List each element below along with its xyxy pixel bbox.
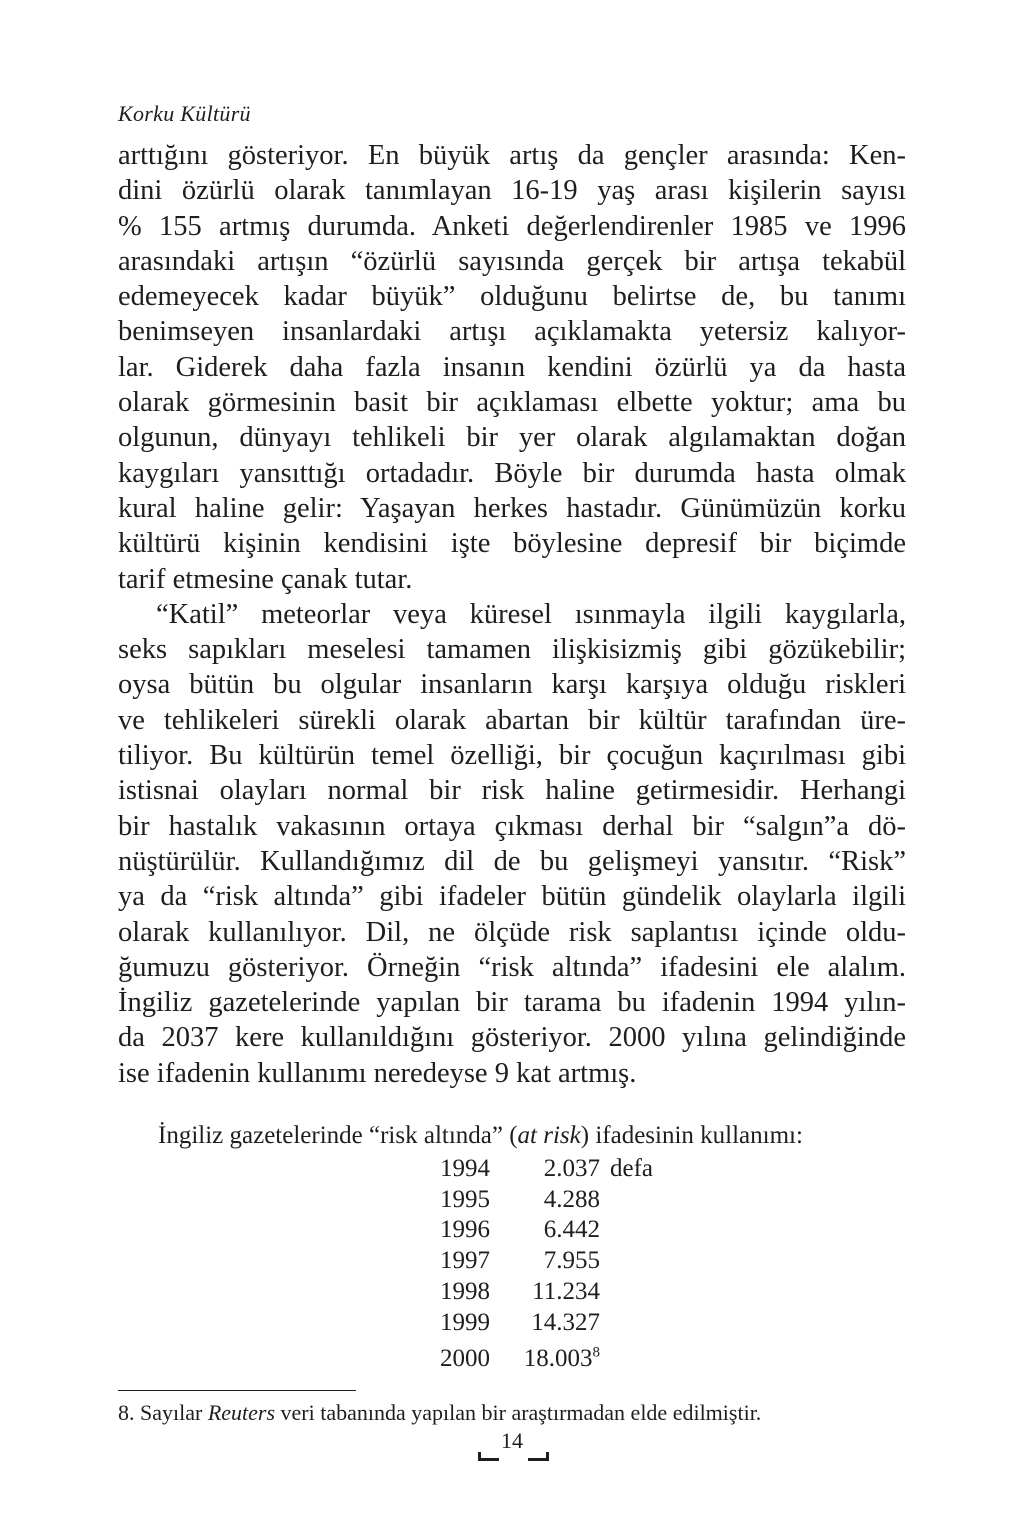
- table-row: [420, 1185, 653, 1216]
- unit-cell: [600, 1185, 653, 1216]
- footnote-text: 8. Sayılar: [118, 1400, 208, 1425]
- caption-italic-text: at risk: [517, 1122, 581, 1149]
- caption-text: ) ifadesinin kullanımı:: [580, 1122, 803, 1149]
- unit-cell: [600, 1246, 653, 1277]
- footnote: [118, 1400, 761, 1426]
- text-line: edemeyecek kadar büyük” olduğunu belirtse de, bu tanımı: [118, 281, 906, 313]
- unit-cell: [600, 1215, 653, 1246]
- paragraph: [118, 597, 906, 1091]
- count-cell: 11.234: [532, 1277, 600, 1305]
- count-cell: 2.037: [543, 1155, 600, 1182]
- year-cell: 1995: [440, 1185, 490, 1213]
- year-cell: 1994: [440, 1155, 490, 1182]
- page-number: 14: [501, 1428, 523, 1453]
- text-line: oysa bütün bu olgular insanların karşı karşıya olduğu riskleri: [118, 669, 906, 701]
- running-head: Korku Kültürü: [118, 101, 251, 126]
- text-line: % 155 artmış durumda. Anketi değerlendirenler 1985 ve 1996: [118, 210, 906, 242]
- year-cell: 1996: [440, 1216, 490, 1244]
- unit-cell: [600, 1338, 653, 1380]
- text-line: arttığını gösteriyor. En büyük artış da gençler arasında: Ken-: [118, 140, 906, 171]
- text-line: lar. Giderek daha fazla insanın kendini özürlü ya da hasta: [118, 351, 906, 383]
- table-row: [420, 1246, 653, 1277]
- text-line: seks sapıkları meselesi tamamen ilişkisizmiş gibi gözükebilir;: [118, 634, 906, 666]
- text-line: olgunun, dünyayı tehlikeli bir yer olarak algılamaktan doğan: [118, 422, 906, 454]
- text-line: kültürü kişinin kendisini işte böylesine depresif bir biçimde: [118, 528, 906, 560]
- year-cell: 1999: [440, 1308, 490, 1336]
- unit-cell: [600, 1277, 653, 1308]
- table-row: [420, 1215, 653, 1246]
- table-row: [420, 1308, 653, 1339]
- text-line: olarak kullanılıyor. Dil, ne ölçüde risk saplantısı içinde oldu-: [118, 916, 906, 948]
- caption-text: İngiliz gazetelerinde “risk altında” (: [158, 1122, 518, 1149]
- count-cell: 4.288: [543, 1185, 600, 1213]
- count-cell: 14.327: [531, 1308, 600, 1336]
- text-line: arasındaki artışın “özürlü sayısında gerçek bir artışa tekabül: [118, 245, 906, 277]
- text-line: benimseyen insanlardaki artışı açıklamakta yetersiz kalıyor-: [118, 316, 906, 348]
- text-line: kural haline gelir: Yaşayan herkes hastadır. Günümüzün korku: [118, 492, 906, 524]
- page-number-bracket-right: [528, 1452, 549, 1461]
- footnote-text: veri tabanında yapılan bir araştırmadan elde edilmiştir.: [275, 1400, 762, 1425]
- table-caption: [158, 1122, 803, 1150]
- count-cell: 6.442: [543, 1216, 600, 1244]
- body-text: [118, 138, 906, 1091]
- text-line: ve tehlikeleri sürekli olarak abartan bir kültür tarafından üre-: [118, 704, 906, 736]
- text-line: tarif etmesine çanak tutar.: [118, 563, 413, 595]
- unit-cell: [600, 1308, 653, 1339]
- text-line: da 2037 kere kullanıldığını gösteriyor. 2000 yılına gelindiğinde: [118, 1022, 906, 1054]
- text-line: bir hastalık vakasının ortaya çıkması derhal bir “salgın”a dö-: [118, 810, 906, 842]
- table-row: [420, 1154, 653, 1185]
- count-value: 18.003: [523, 1345, 593, 1373]
- count-cell: [490, 1338, 600, 1380]
- text-line: olarak görmesinin basit bir açıklaması elbette yoktur; ama bu: [118, 387, 906, 419]
- year-cell: 1997: [440, 1247, 490, 1275]
- count-cell: 7.955: [543, 1247, 600, 1275]
- table-row: [420, 1277, 653, 1308]
- paragraph: [118, 138, 906, 597]
- text-line: ise ifadenin kullanımı neredeyse 9 kat artmış.: [118, 1057, 637, 1089]
- text-line: ğumuzu gösteriyor. Örneğin “risk altında” ifadesini ele alalım.: [118, 951, 906, 983]
- text-line: nüştürülür. Kullandığımız dil de bu gelişmeyi yansıtır. “Risk”: [118, 845, 906, 877]
- text-line: ya da “risk altında” gibi ifadeler bütün gündelik olaylarla ilgili: [118, 881, 906, 913]
- year-cell: 1998: [440, 1277, 490, 1305]
- footnote-divider: [118, 1390, 356, 1391]
- text-line: İngiliz gazetelerinde yapılan bir tarama bu ifadenin 1994 yılın-: [118, 987, 906, 1019]
- text-line: istisnai olayları normal bir risk haline getirmesidir. Herhangi: [118, 775, 906, 807]
- footnote-marker[interactable]: 8: [592, 1344, 600, 1361]
- page-number-bracket-left: [478, 1452, 499, 1461]
- text-line: “Katil” meteorlar veya küresel ısınmayla ilgili kaygılarla,: [156, 598, 906, 630]
- footnote-italic-text: Reuters: [207, 1400, 276, 1425]
- year-cell: 2000: [440, 1345, 490, 1373]
- unit-cell: defa: [610, 1155, 654, 1182]
- text-line: dini özürlü olarak tanımlayan 16-19 yaş arası kişilerin sayısı: [118, 175, 906, 207]
- table-row: [420, 1338, 653, 1380]
- usage-table: [420, 1154, 653, 1380]
- text-line: tiliyor. Bu kültürün temel özelliği, bir çocuğun kaçırılması gibi: [118, 740, 906, 772]
- text-line: kaygıları yansıttığı ortadadır. Böyle bir durumda hasta olmak: [118, 457, 906, 489]
